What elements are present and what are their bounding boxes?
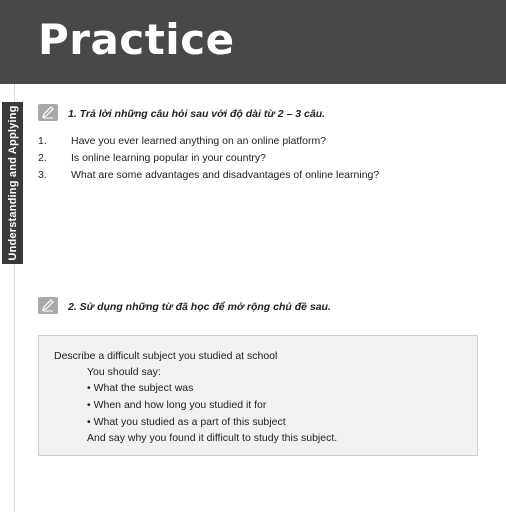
cue-card-bullet: • When and how long you studied it for <box>87 399 267 411</box>
side-section-label: Understanding and Applying <box>6 105 19 261</box>
question-number: 3. <box>38 169 47 181</box>
cue-card-bullet: • What you studied as a part of this subject <box>87 416 286 428</box>
question-text: Have you ever learned anything on an online platform? <box>71 135 327 147</box>
cue-card <box>38 335 478 456</box>
pencil-icon <box>38 297 58 314</box>
section-2-title: 2. Sử dụng những từ đã học để mở rộng chủ đề sau. <box>68 301 331 313</box>
cue-card-prompt: Describe a difficult subject you studied at school <box>54 350 278 362</box>
cue-card-closing: And say why you found it difficult to study this subject. <box>87 432 338 444</box>
question-number: 2. <box>38 152 47 164</box>
pencil-icon <box>38 104 58 121</box>
question-text: Is online learning popular in your country? <box>71 152 266 164</box>
cue-card-bullet: • What the subject was <box>87 382 194 394</box>
side-section-tab <box>2 102 23 264</box>
section-1-title: 1. Trả lời những câu hỏi sau với độ dài từ 2 – 3 câu. <box>68 108 326 120</box>
question-text: What are some advantages and disadvantages of online learning? <box>71 169 380 181</box>
page-header <box>0 0 506 84</box>
page-title: Practice <box>38 15 235 64</box>
question-number: 1. <box>38 135 47 147</box>
cue-card-should-say: You should say: <box>87 366 161 378</box>
